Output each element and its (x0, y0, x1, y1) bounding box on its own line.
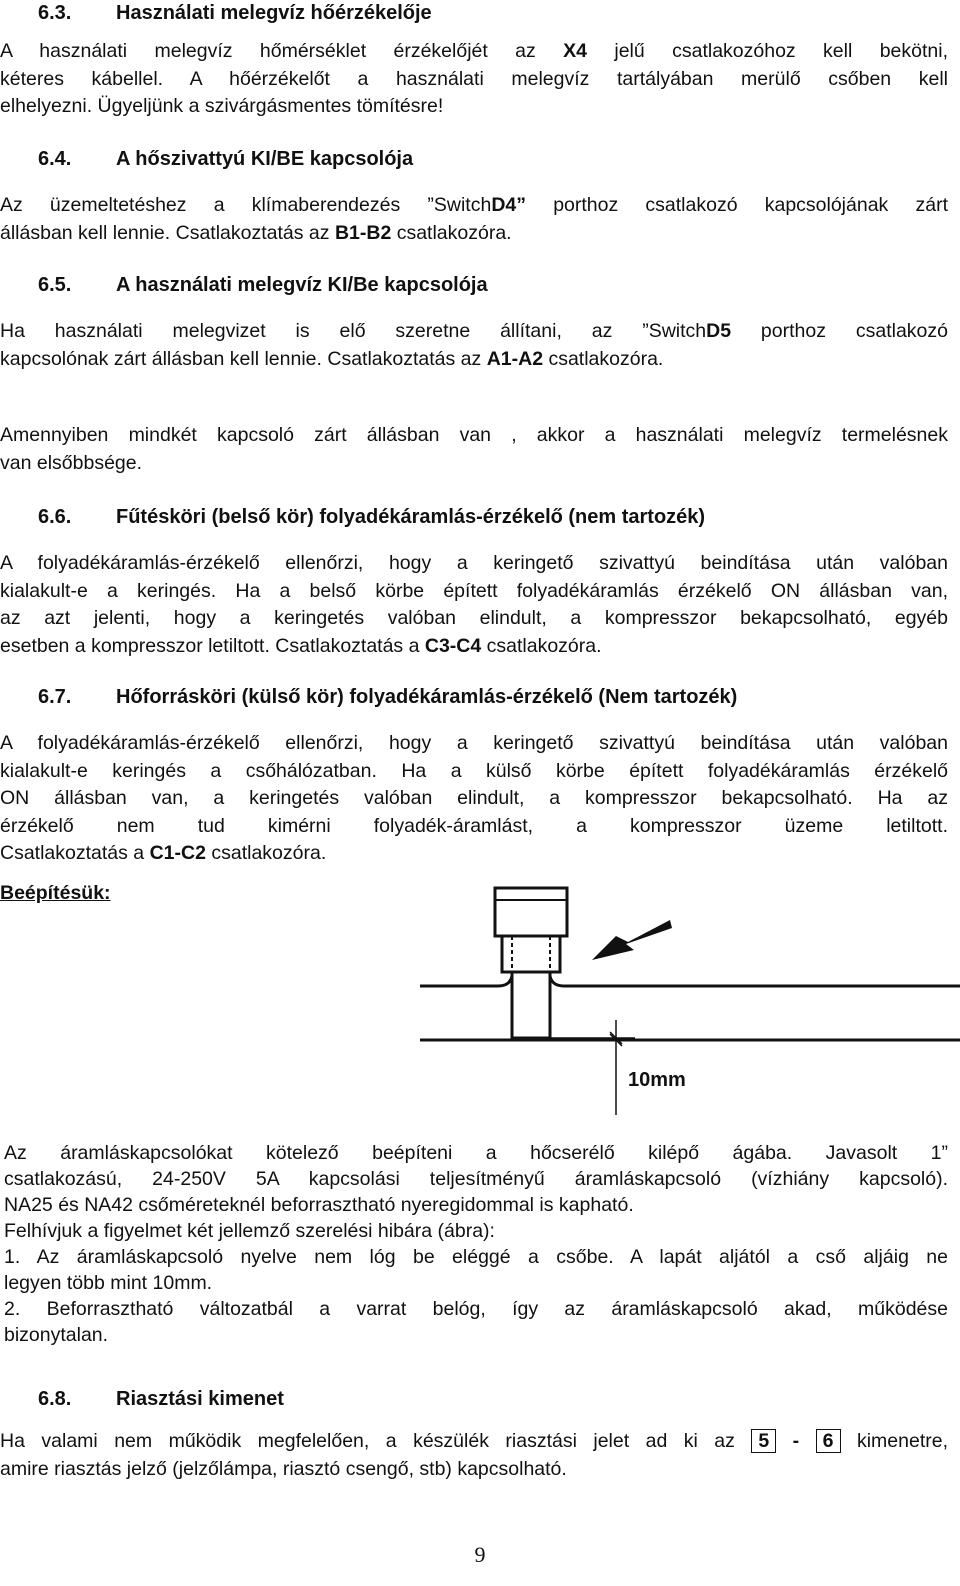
text-run: porthoz csatlakozó kapcsolójának zárt (526, 194, 948, 216)
text-line: csatlakozású, 24-250V 5A kapcsolási teljesítményű áramláskapcsoló (vízhiány kapcsoló). (4, 1168, 948, 1190)
section-6-6-text (0, 550, 948, 660)
section-number: 6.4. (38, 148, 72, 170)
text-run: csatlakozóra. (543, 347, 664, 370)
text-run: kapcsolónak zárt állásban kell lennie. Csatlakoztatás az (0, 347, 487, 370)
error-item-2: 2. Beforrasztható változatbál a varrat belóg, így az áramláskapcsoló akad, működése (4, 1298, 948, 1320)
switch-paddle (512, 972, 550, 1038)
section-6-5-priority-text (0, 422, 948, 477)
section-number: 6.7. (38, 686, 72, 708)
text-line: kéteres kábellel. A hőérzékelőt a használati melegvíz tartályában merülő csőben kell (0, 67, 948, 90)
port-d4: D4” (491, 194, 527, 216)
text-line: az azt jelenti, hogy a keringetés valóban elindult, a kompresszor bekapcsolható, egyéb (0, 607, 948, 629)
text-line: legyen több mint 10mm. (4, 1272, 213, 1294)
switch-nut (502, 936, 560, 972)
port-d5: D5 (706, 320, 732, 342)
text-line: Felhívjuk a figyelmet két jellemző szerelési hibára (ábra): (4, 1220, 495, 1242)
connector-a1-a2: A1-A2 (486, 347, 544, 370)
section-6-7-text (0, 730, 948, 868)
text-line: amire riasztás jelző (jelzőlámpa, riasztó csengő, stb) kapcsolható. (0, 1457, 567, 1480)
text-run: állásban kell lennie. Csatlakoztatás az (0, 221, 335, 244)
section-6-5-heading (38, 274, 488, 297)
error-item-1: 1. Az áramláskapcsoló nyelve nem lóg be eléggé a csőbe. A lapát aljától a cső aljáig ne (4, 1246, 948, 1268)
text-line: ON állásban van, a keringetés valóban elindult, a kompresszor bekapcsolható. Ha az (0, 787, 948, 809)
page-number: 9 (474, 1542, 486, 1567)
text-line: bizonytalan. (4, 1324, 109, 1346)
section-6-4-text (0, 192, 948, 247)
pipe-top-wall-right (550, 976, 960, 986)
section-title: A hőszivattyú KI/BE kapcsolója (116, 148, 414, 170)
section-title: Hőforrásköri (külső kör) folyadékáramlás-érzékelő (Nem tartozék) (116, 686, 738, 708)
text-line: elhelyezni. Ügyeljünk a szivárgásmentes tömítésre! (0, 95, 444, 117)
text-line: van elsőbbsége. (0, 451, 143, 474)
section-6-6-heading (38, 506, 705, 529)
text-line: kialakult-e a keringés. Ha a belső körbe épített folyadékáramlás érzékelő ON állásban van, (0, 579, 948, 602)
text-line: Az áramláskapcsolókat kötelező beépíteni a hőcserélő kilépő ágába. Javasolt 1” (4, 1142, 948, 1164)
section-6-3-text (0, 38, 948, 121)
section-number: 6.6. (38, 506, 72, 528)
text-run: A használati melegvíz hőmérséklet érzékelőjét az (0, 40, 564, 62)
weld-arrow (592, 920, 672, 960)
section-title: Riasztási kimenet (116, 1388, 284, 1410)
text-run: jelű csatlakozóhoz kell bekötni, (587, 40, 948, 62)
section-number: 6.3. (38, 2, 72, 24)
terminal-box-6: 6 (816, 1429, 841, 1453)
text-run: esetben a kompresszor letiltott. Csatlakoztatás a (0, 634, 425, 657)
text-line: A folyadékáramlás-érzékelő ellenőrzi, hogy a keringető szivattyú beindítása után valóban (0, 732, 948, 754)
connector-x4: X4 (563, 40, 587, 62)
text-run: Ha használati melegvizet is elő szeretne állítani, az ”Switch (0, 320, 707, 342)
text-line: kialakult-e keringés a csőhálózatban. Ha a külső körbe épített folyadékáramlás érzékelő (0, 759, 948, 782)
installation-title: Beépítésük: (0, 882, 111, 904)
dimension-label: 10mm (628, 1069, 686, 1091)
text-line: NA25 és NA42 csőméreteknél beforrasztható nyeregidommal is kapható. (4, 1194, 634, 1216)
section-6-8-heading (38, 1388, 284, 1411)
installation-notes (4, 1140, 948, 1348)
connector-b1-b2: B1-B2 (334, 221, 392, 244)
section-6-4-heading (38, 148, 413, 171)
text-line: A folyadékáramlás-érzékelő ellenőrzi, hogy a keringető szivattyú beindítása után valóban (0, 552, 948, 574)
text-run: csatlakozóra. (481, 634, 602, 657)
flow-switch-installation-diagram (420, 880, 960, 1120)
terminal-separator: - (776, 1430, 816, 1452)
pipe-top-wall-left (420, 976, 512, 986)
section-6-3-heading (38, 2, 432, 25)
text-run: Ha valami nem működik megfelelően, a készülék riasztási jelet ad ki az (0, 1430, 752, 1452)
section-6-5-text (0, 318, 948, 373)
section-title: Fűtésköri (belső kör) folyadékáramlás-érzékelő (nem tartozék) (116, 506, 706, 528)
text-run: csatlakozóra. (205, 842, 327, 864)
section-title: A használati melegvíz KI/Be kapcsolója (116, 274, 488, 296)
text-line: Amennyiben mindkét kapcsoló zárt állásban van , akkor a használati melegvíz termelésnek (0, 424, 948, 446)
section-6-7-heading (38, 686, 737, 709)
terminal-box-5: 5 (751, 1429, 776, 1453)
text-run: kimenetre, (840, 1430, 948, 1452)
section-title: Használati melegvíz hőérzékelője (116, 2, 432, 24)
text-run: csatlakozóra. (391, 221, 512, 244)
text-line: érzékelő nem tud kimérni folyadék-áramlást, a kompresszor üzeme letiltott. (0, 814, 948, 837)
section-number: 6.8. (38, 1388, 72, 1410)
text-run: Csatlakoztatás a (0, 842, 150, 864)
text-run: Az üzemeltetéshez a klímaberendezés ”Switch (0, 194, 492, 216)
switch-body (495, 888, 567, 936)
section-6-8-text (0, 1428, 948, 1483)
connector-c3-c4: C3-C4 (424, 634, 482, 657)
text-run: porthoz csatlakozó (731, 320, 948, 342)
section-number: 6.5. (38, 274, 72, 296)
connector-c1-c2: C1-C2 (149, 842, 206, 864)
